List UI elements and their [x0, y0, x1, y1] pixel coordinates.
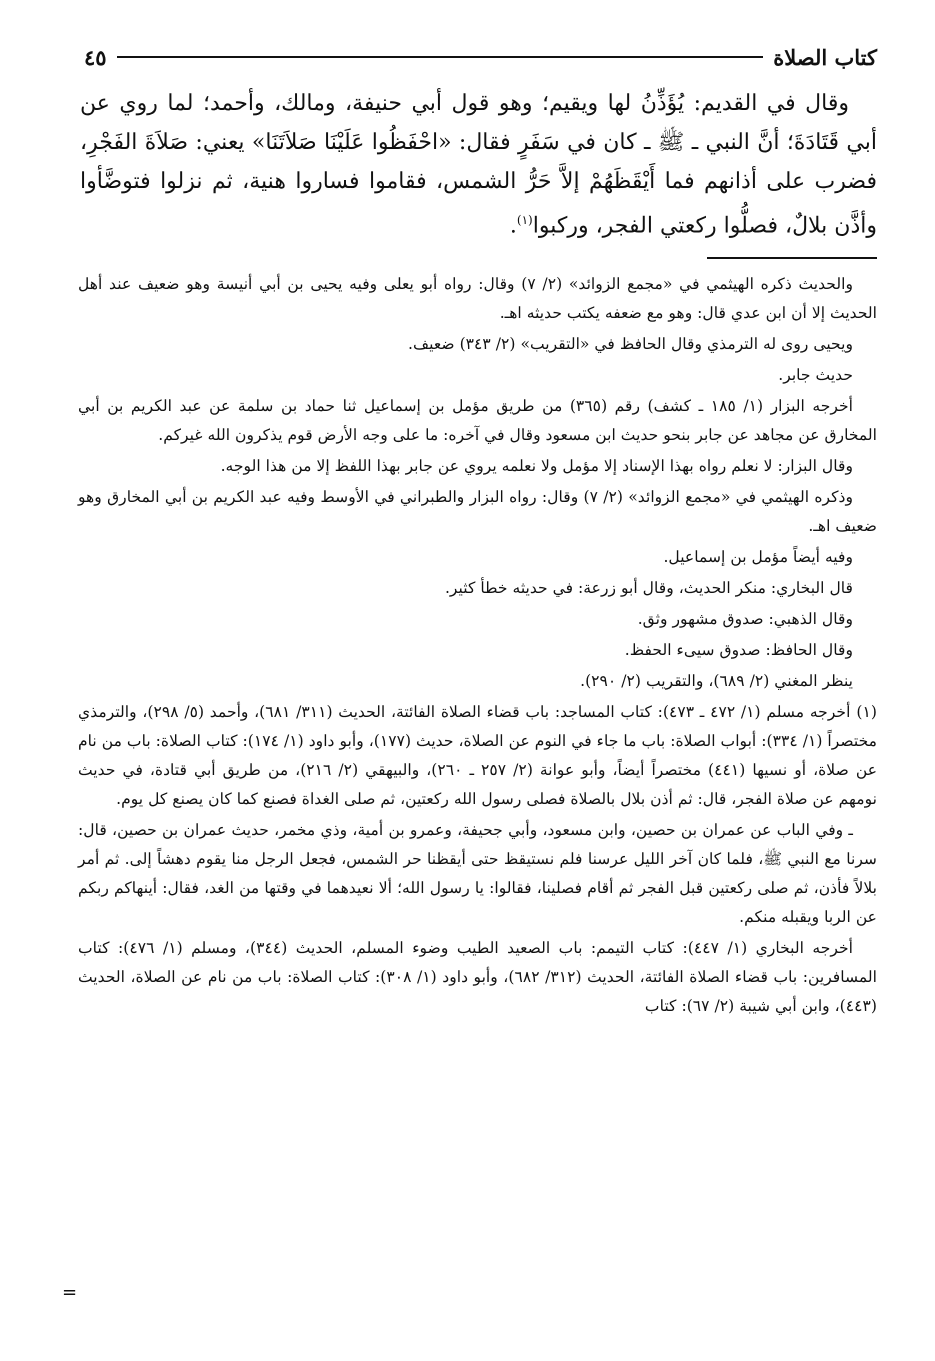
header-rule: [117, 56, 764, 58]
footnote-paragraph: أخرجه البخاري (١/ ٤٤٧): كتاب التيمم: باب الصعيد الطيب وضوء المسلم، الحديث (٣٤٤)، ومسلم (١/ ٤٧٦): كتاب المسافرين: باب قضاء الصلاة الفائتة، الحديث (٣١٢/ ٦٨٢)، وأبو داود (١/ ٣٠٨): كتاب الصلاة: باب من نام عن الصلاة، الحديث (٤٤٣)، وابن أبي شيبة (٢/ ٦٧): كتاب: [78, 939, 878, 1015]
footnote-paragraph: وذكره الهيثمي في «مجمع الزوائد» (٢/ ٧) وقال: رواه البزار والطبراني في الأوسط وفيه عبد الكريم بن أبي المخارق وهو ضعيف اهـ.: [78, 488, 877, 535]
footnote-paragraph: أخرجه البزار (١/ ١٨٥ ـ كشف) رقم (٣٦٥) من طريق مؤمل بن إسماعيل ثنا حماد بن سلمة عن عبد الكريم بن أبي المخارق عن مجاهد عن جابر بنحو حديث ابن مسعود وقال في آخره: ما على وجه الأرض قوم يذكرون الله غيركم.: [78, 397, 877, 444]
footnote-paragraph: ينظر المغني (٢/ ٦٨٩)، والتقريب (٢/ ٢٩٠).: [580, 672, 853, 690]
page-number: ٤٥: [84, 44, 107, 70]
main-paragraph-end: .: [509, 213, 517, 239]
footnote-ref: (١): [516, 213, 533, 227]
footnote-number: (١): [856, 703, 877, 721]
footnote-paragraph: وقال البزار: لا نعلم رواه بهذا الإسناد إلا مؤمل ولا نعلمه يروي عن جابر بهذا اللفظ إلا من هذا الوجه.: [220, 457, 853, 475]
footnotes: [78, 270, 877, 1023]
continuation-mark: =: [62, 1282, 78, 1303]
footnote-paragraph: ويحيى روى له الترمذي وقال الحافظ في «التقريب» (٢/ ٣٤٣) ضعيف.: [408, 335, 853, 353]
main-paragraph-text: وقال في القديم: يُؤَذِّنُ لها ويقيم؛ وهو قول أبي حنيفة، ومالك، وأحمد؛ لما روي عن أبي قَتَادَةَ؛ أنَّ النبي ـ ﷺ ـ كان في سَفَرٍ فقال: «احْفَظُوا عَلَيْنَا صَلاَتَنَا» يعني: صَلاَةَ الفَجْرِ، فضرب على أذانهم فما أَيْقَظَهُمْ إلاَّ حَرُّ الشمس، فقاموا فساروا هنية، ثم نزلوا فتوضَّأوا وأذَّن بلالٌ، فصلُّوا ركعتي الفجر، وركبوا: [80, 91, 877, 239]
footnote-paragraph: والحديث ذكره الهيثمي في «مجمع الزوائد» (٢/ ٧) وقال: رواه أبو يعلى وفيه يحيى بن أبي أنيسة وهو ضعيف عند أهل الحديث إلا أن ابن عدي قال: وهو مع ضعفه يكتب حديثه اهـ.: [78, 275, 877, 322]
footnote-paragraph: وقال الذهبي: صدوق مشهور وثق.: [637, 610, 853, 628]
footnote-paragraph: ـ وفي الباب عن عمران بن حصين، وابن مسعود، وأبي جحيفة، وعمرو بن أمية، وذي مخمر، حديث عمران بن حصين، قال: سرنا مع النبي ﷺ، فلما كان آخر الليل عرسنا فلم نستيقظ حتى أيقظنا حر الشمس، فجعل الرجل منا يقوم دهشاً إلى. ثم أمر بلالاً فأذن، ثم صلى ركعتين قبل الفجر ثم أقام فصلينا، فقالوا: يا رسول الله؛ ألا نعيدهما في وقتها من الغد، فقال: أينهاكم ربكم عن الربا ويقبله منكم.: [78, 821, 877, 926]
running-header: [84, 40, 877, 74]
chapter-title: كتاب الصلاة: [773, 44, 877, 70]
footnote-paragraph: حديث جابر.: [778, 366, 853, 384]
footnote-1: [78, 698, 877, 814]
footnote-1-text: أخرجه مسلم (١/ ٤٧٢ ـ ٤٧٣): كتاب المساجد: باب قضاء الصلاة الفائتة، الحديث (٣١١/ ٦٨١)، وأحمد (٥/ ٢٩٨)، والترمذي مختصراً (١/ ٣٣٤): أبواب الصلاة: باب ما جاء في النوم عن الصلاة، حديث (١٧٧)، وأبو داود (١/ ١٧٤): كتاب الصلاة: باب من نام عن صلاة، أو نسيها (٤٤١) مختصراً أيضاً، وأبو عوانة (٢/ ٢٥٧ ـ ٢٦٠)، والبيهقي (٢/ ٢١٦)، من طريق أبي قتادة، في حديث نومهم عن صلاة الفجر، قال: ثم أذن بلال بالصلاة فصلى رسول الله ركعتين، ثم صلى الغداة فصنع كما كان يصنع كل يوم.: [78, 703, 878, 808]
main-paragraph: [80, 84, 877, 245]
footnote-separator: [707, 257, 877, 259]
main-text: [80, 84, 877, 245]
footnote-paragraph: قال البخاري: منكر الحديث، وقال أبو زرعة: في حديثه خطأ كثير.: [444, 579, 853, 597]
footnote-paragraph: وقال الحافظ: صدوق سيىء الحفظ.: [624, 641, 853, 659]
footnote-paragraph: وفيه أيضاً مؤمل بن إسماعيل.: [663, 548, 853, 566]
